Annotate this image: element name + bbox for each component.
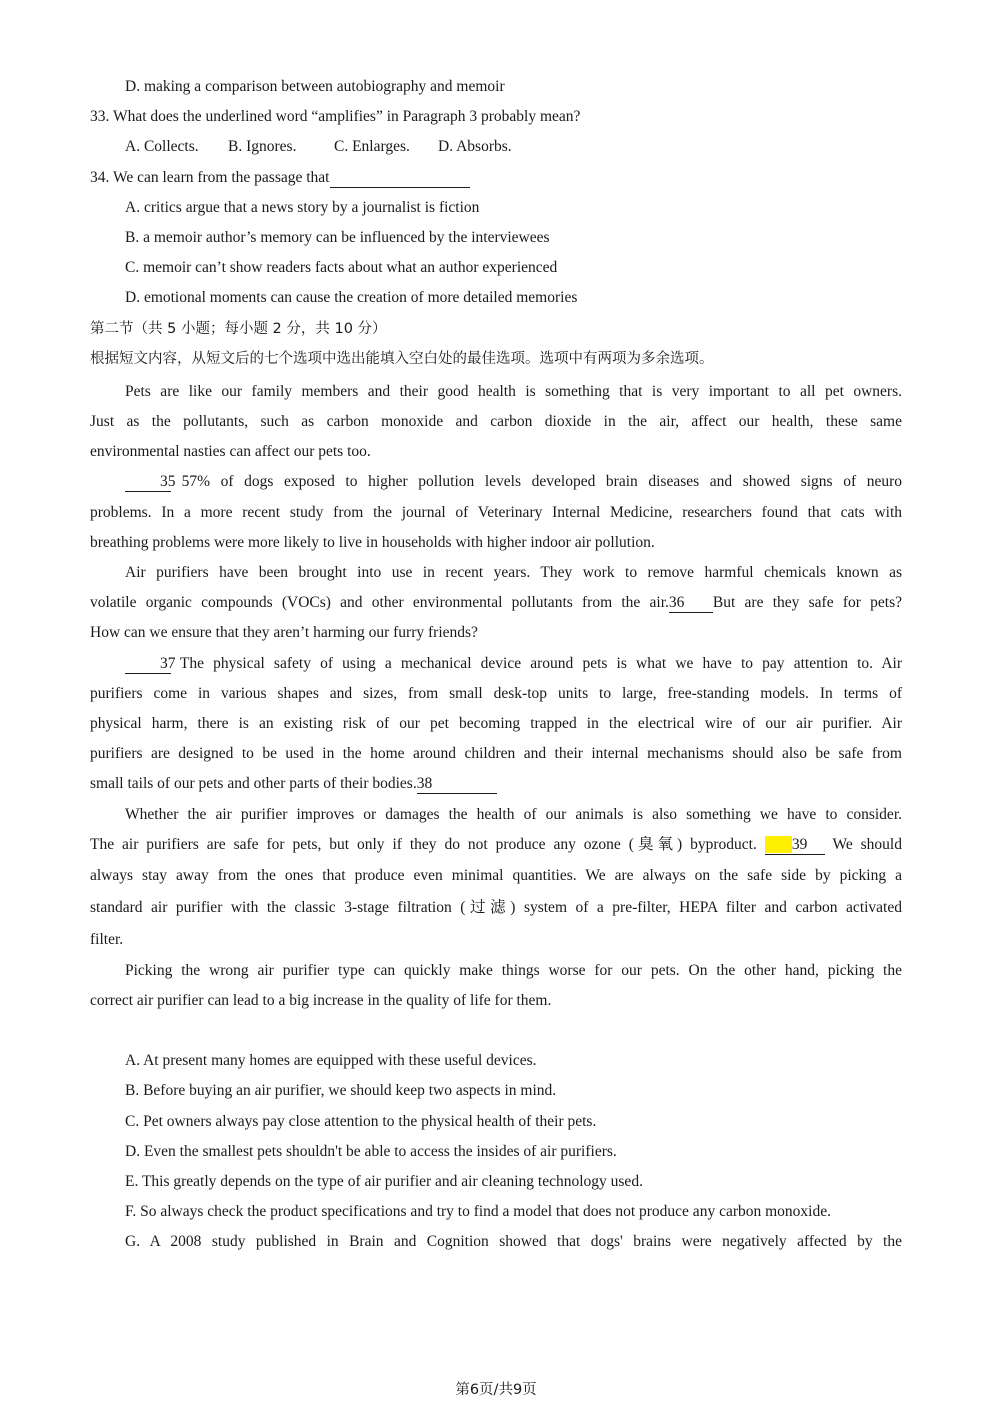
q33-stem: 33. What does the underlined word “amplifies” in Paragraph 3 probably mean? bbox=[90, 108, 581, 126]
p3-line-3: How can we ensure that they aren’t harming our furry friends? bbox=[90, 624, 478, 642]
p2-line-1 bbox=[90, 467, 902, 497]
p5-line-2 bbox=[90, 830, 902, 860]
p4-text-1: The physical safety of using a mechanical device around pets is what we have to pay attention to. Air bbox=[179, 654, 902, 672]
choice-a: A. At present many homes are equipped with these useful devices. bbox=[125, 1052, 537, 1070]
q33-options bbox=[90, 132, 902, 162]
q34-answer-blank bbox=[330, 169, 470, 188]
q34-option-a: A. critics argue that a news story by a journalist is fiction bbox=[125, 198, 480, 216]
p5-line-1: Whether the air purifier improves or damages the health of our animals is also something we have to consider. bbox=[125, 805, 902, 823]
p5-line-4: standard air purifier with the classic 3-stage filtration (过滤) system of a pre-filter, HEPA filter and carbon activated bbox=[90, 898, 902, 916]
p2-line-2: problems. In a more recent study from the journal of Veterinary Internal Medicine, researchers found that cats with bbox=[90, 503, 902, 521]
p6-line-2: correct air purifier can lead to a big increase in the quality of life for them. bbox=[90, 992, 552, 1010]
choice-list bbox=[90, 1046, 902, 1257]
choice-g: G. A 2008 study published in Brain and Cognition showed that dogs' brains were negatively affected by the bbox=[125, 1233, 902, 1251]
blank-37: 37 bbox=[125, 655, 171, 674]
blank-39: 39 bbox=[791, 835, 808, 853]
highlight-mark bbox=[765, 836, 792, 853]
p6-line-1: Picking the wrong air purifier type can quickly make things worse for our pets. On the other hand, picking the bbox=[125, 961, 902, 979]
p5-line-5: filter. bbox=[90, 930, 124, 948]
p5-text-2a: The air purifiers are safe for pets, but only if they do not produce any ozone (臭氧) byproduct. bbox=[90, 835, 757, 853]
p4-line-4: purifiers are designed to be used in the home around children and their internal mechanisms should also be safe from bbox=[90, 745, 902, 763]
choice-e: E. This greatly depends on the type of air purifier and air cleaning technology used. bbox=[125, 1173, 643, 1190]
p5-text-2b: We should bbox=[832, 835, 902, 853]
p5-line-3: always stay away from the ones that produce even minimal quantities. We are always on the safe side by picking a bbox=[90, 866, 902, 884]
p4-line-3: physical harm, there is an existing risk of our pet becoming trapped in the electrical wire of our air purifier. Air bbox=[90, 714, 902, 732]
p1-line-1: Pets are like our family members and their good health is something that is very important to all pet owners. bbox=[125, 382, 902, 400]
q33-option-d: D. Absorbs. bbox=[438, 138, 512, 156]
q33-option-a: A. Collects. bbox=[125, 138, 199, 156]
p3-text-2a: volatile organic compounds (VOCs) and other environmental pollutants from the air. bbox=[90, 594, 669, 612]
section-instruction: 根据短文内容，从短文后的七个选项中选出能填入空白处的最佳选项。选项中有两项为多余选项。 bbox=[90, 350, 714, 367]
section-title: 第二节（共 5 小题；每小题 2 分，共 10 分） bbox=[90, 320, 387, 337]
page-footer: 第6页/共9页 bbox=[455, 1382, 537, 1398]
q34-option-b: B. a memoir author’s memory can be influenced by the interviewees bbox=[125, 228, 550, 246]
blank-36: 36 bbox=[669, 594, 713, 613]
exam-page bbox=[90, 72, 902, 1258]
q34-stem-line bbox=[90, 163, 902, 193]
p2-text-1: 57% of dogs exposed to higher pollution levels developed brain diseases and showed signs of neuro bbox=[181, 473, 902, 491]
spacer bbox=[90, 1016, 902, 1046]
choice-d: D. Even the smallest pets shouldn't be able to access the insides of air purifiers. bbox=[125, 1142, 617, 1160]
p4-line-1 bbox=[90, 649, 902, 679]
q34-option-c: C. memoir can’t show readers facts about what an author experienced bbox=[125, 259, 558, 277]
q33-option-b: B. Ignores. bbox=[228, 138, 297, 156]
choice-b: B. Before buying an air purifier, we should keep two aspects in mind. bbox=[125, 1082, 557, 1100]
p3-line-1: Air purifiers have been brought into use in recent years. They work to remove harmful chemicals known as bbox=[125, 564, 902, 581]
p4-line-2: purifiers come in various shapes and sizes, from small desk-top units to large, free-standing models. In terms of bbox=[90, 684, 902, 702]
q34-stem: 34. We can learn from the passage that bbox=[90, 168, 330, 186]
q33-option-c: C. Enlarges. bbox=[334, 138, 410, 156]
q34-option-d: D. emotional moments can cause the creation of more detailed memories bbox=[125, 289, 578, 307]
p1-line-2: Just as the pollutants, such as carbon monoxide and carbon dioxide in the air, affect our health, these same bbox=[90, 413, 902, 431]
blank-38: 38 bbox=[417, 775, 497, 794]
p1-line-3: environmental nasties can affect our pets too. bbox=[90, 443, 371, 461]
choice-f: F. So always check the product specifications and try to find a model that does not produce any carbon monoxide. bbox=[125, 1203, 831, 1221]
p4-line-5 bbox=[90, 769, 902, 799]
p4-text-5: small tails of our pets and other parts of their bodies. bbox=[90, 775, 417, 793]
p3-text-2b: But are they safe for pets? bbox=[712, 594, 902, 612]
p2-line-3: breathing problems were more likely to live in households with higher indoor air pollution. bbox=[90, 533, 655, 551]
passage bbox=[90, 377, 902, 1016]
q32-option-d: D. making a comparison between autobiography and memoir bbox=[125, 78, 505, 95]
p3-line-2 bbox=[90, 588, 902, 618]
blank-39-wrap bbox=[765, 836, 825, 855]
choice-c: C. Pet owners always pay close attention to the physical health of their pets. bbox=[125, 1112, 597, 1130]
blank-35: 35 bbox=[125, 473, 171, 492]
